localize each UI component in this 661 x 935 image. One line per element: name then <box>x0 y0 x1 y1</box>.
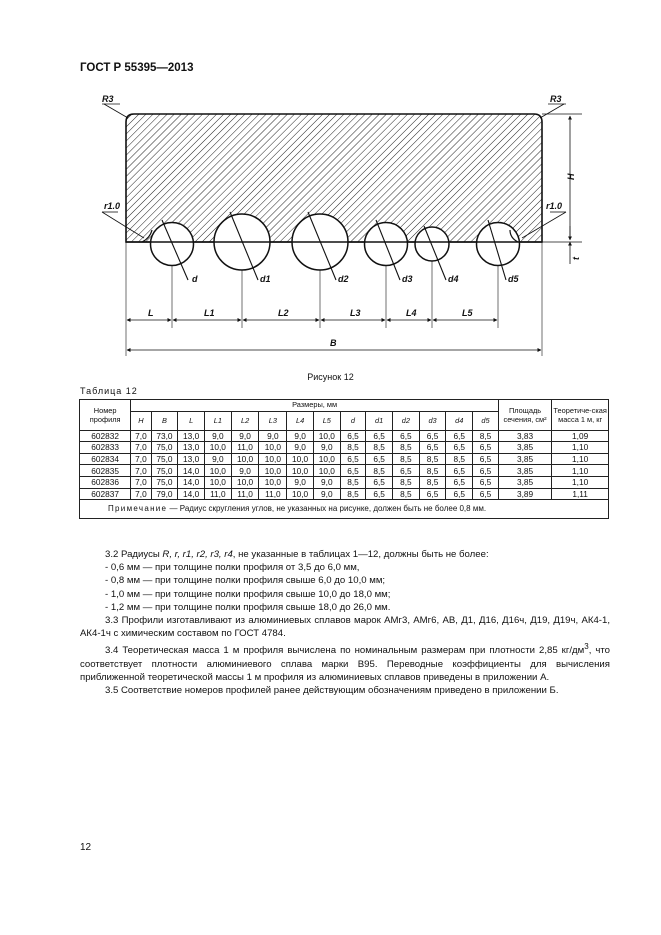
table-cell: 1,10 <box>552 442 609 454</box>
table-cell: 9,0 <box>287 442 314 454</box>
label-r-right: r1.0 <box>546 201 563 211</box>
table-row <box>80 488 609 500</box>
label-d4: d4 <box>448 274 459 284</box>
col-dim-l2: L2 <box>231 411 259 430</box>
table-cell: 9,0 <box>231 465 259 477</box>
label-d2: d2 <box>338 274 349 284</box>
table-cell: 6,5 <box>340 465 366 477</box>
table-cell: 8,5 <box>366 465 393 477</box>
table-cell: 602836 <box>80 476 131 488</box>
table-cell: 8,5 <box>473 430 499 442</box>
table-cell: 13,0 <box>178 453 205 465</box>
table-cell: 8,5 <box>419 476 446 488</box>
label-L: L <box>148 308 154 318</box>
table-cell: 10,0 <box>231 476 259 488</box>
col-dim-d: d <box>340 411 366 430</box>
table-cell: 3,85 <box>498 442 551 454</box>
table-row <box>80 442 609 454</box>
col-group-sizes: Размеры, мм <box>131 400 499 412</box>
table-cell: 1,10 <box>552 476 609 488</box>
table-row <box>80 430 609 442</box>
table-cell: 9,0 <box>259 430 287 442</box>
label-H: H <box>566 173 576 180</box>
col-dim-d3: d3 <box>419 411 446 430</box>
para-3-4: 3.4 Теоретическая масса 1 м профиля вычислена по номинальным размерам при плотности 2,85 $кг/дм^3$, что соответствует плотности алюминиевого сплава марки В95. Переводные коэффициенты для вычисления приближенной теоретической массы 1 м профиля из алюминиевых сплавов приведены в приложении А. <box>80 642 610 684</box>
table-cell: 14,0 <box>178 465 205 477</box>
table-cell: 6,5 <box>340 453 366 465</box>
col-dim-l4: L4 <box>287 411 314 430</box>
table-cell: 3,85 <box>498 465 551 477</box>
para-3-2-item: - 1,0 мм — при толщине полки профиля свыше 10,0 до 18,0 мм; <box>105 588 391 600</box>
body-text <box>80 548 610 697</box>
table-cell: 79,0 <box>151 488 178 500</box>
table-cell: 6,5 <box>446 442 473 454</box>
table-cell: 10,0 <box>313 453 340 465</box>
table-cell: 10,0 <box>204 442 231 454</box>
table-cell: 14,0 <box>178 476 205 488</box>
page-number: 12 <box>80 842 92 853</box>
table-cell: 602833 <box>80 442 131 454</box>
note-text: — Радиус скругления углов, не указанных на рисунке, должен быть не более 0,8 мм. <box>167 504 487 514</box>
table-cell: 602837 <box>80 488 131 500</box>
table-cell: 9,0 <box>313 442 340 454</box>
table-cell: 11,0 <box>259 488 287 500</box>
label-d3: d3 <box>402 274 413 284</box>
table-cell: 9,0 <box>287 476 314 488</box>
profile-drawing <box>90 92 600 362</box>
para-3-3: 3.3 Профили изготавливают из алюминиевых сплавов марок АМг3, АМг6, АВ, Д1, Д16, Д16ч, Д19, Д19ч, АК4-1, АК4-1ч с химическим составом по ГОСТ 4784. <box>80 615 610 640</box>
table-cell: 7,0 <box>131 442 151 454</box>
table-cell: 8,5 <box>393 488 420 500</box>
table-cell: 8,5 <box>393 476 420 488</box>
table-cell: 8,5 <box>393 442 420 454</box>
bulb-d5 <box>477 223 520 266</box>
table-cell: 3,83 <box>498 430 551 442</box>
table-cell: 9,0 <box>287 430 314 442</box>
para-3-2-item: - 1,2 мм — при толщине полки профиля свыше 18,0 до 26,0 мм. <box>105 601 391 613</box>
table-cell: 9,0 <box>204 453 231 465</box>
table-cell: 7,0 <box>131 430 151 442</box>
table-cell: 8,5 <box>366 442 393 454</box>
table-cell: 6,5 <box>366 430 393 442</box>
para-3-2-item: - 0,6 мм — при толщине полки профиля от 3,5 до 6,0 мм, <box>105 562 360 574</box>
table-cell: 8,5 <box>340 442 366 454</box>
table-cell: 8,5 <box>340 476 366 488</box>
table-cell: 1,10 <box>552 453 609 465</box>
table-cell: 6,5 <box>393 430 420 442</box>
table-cell: 11,0 <box>231 442 259 454</box>
table-cell: 6,5 <box>366 476 393 488</box>
table-cell: 1,10 <box>552 465 609 477</box>
col-dim-l5: L5 <box>313 411 340 430</box>
col-dim-h: H <box>131 411 151 430</box>
bulb-d4 <box>415 227 449 261</box>
table-cell: 6,5 <box>419 430 446 442</box>
table-cell: 3,85 <box>498 476 551 488</box>
profile-table <box>79 399 609 519</box>
table-cell: 10,0 <box>259 476 287 488</box>
table-cell: 73,0 <box>151 430 178 442</box>
table-cell: 9,0 <box>313 488 340 500</box>
table-cell: 3,89 <box>498 488 551 500</box>
table-cell: 10,0 <box>287 465 314 477</box>
col-dim-b: B <box>151 411 178 430</box>
table-cell: 3,85 <box>498 453 551 465</box>
table-cell: 6,5 <box>419 442 446 454</box>
figure-caption: Рисунок 12 <box>307 372 354 382</box>
table-cell: 10,0 <box>204 465 231 477</box>
table-cell: 602835 <box>80 465 131 477</box>
table-cell: 6,5 <box>446 465 473 477</box>
col-profile-number: Номер профиля <box>80 400 131 431</box>
table-row <box>80 476 609 488</box>
table-cell: 9,0 <box>313 476 340 488</box>
label-d1: d1 <box>260 274 271 284</box>
table-cell: 6,5 <box>446 476 473 488</box>
table-cell: 7,0 <box>131 488 151 500</box>
table-cell: 6,5 <box>393 465 420 477</box>
label-R-right: R3 <box>550 94 562 104</box>
table-cell: 10,0 <box>259 465 287 477</box>
table-cell: 10,0 <box>231 453 259 465</box>
col-dim-l3: L3 <box>259 411 287 430</box>
table-cell: 7,0 <box>131 453 151 465</box>
table-cell: 6,5 <box>473 488 499 500</box>
table-cell: 10,0 <box>259 453 287 465</box>
table-note <box>80 500 609 519</box>
table-cell: 75,0 <box>151 476 178 488</box>
col-dim-d1: d1 <box>366 411 393 430</box>
table-cell: 8,5 <box>446 453 473 465</box>
table-cell: 8,5 <box>340 488 366 500</box>
table-cell: 8,5 <box>393 453 420 465</box>
table-cell: 10,0 <box>259 442 287 454</box>
table-cell: 1,09 <box>552 430 609 442</box>
table-cell: 6,5 <box>446 488 473 500</box>
col-dim-l: L <box>178 411 205 430</box>
table-cell: 11,0 <box>231 488 259 500</box>
label-L2: L2 <box>278 308 289 318</box>
table-cell: 10,0 <box>313 430 340 442</box>
col-dim-d5: d5 <box>473 411 499 430</box>
para-3-5: 3.5 Соответствие номеров профилей ранее действующим обозначениям приведено в приложении Б. <box>105 685 559 697</box>
table-cell: 602834 <box>80 453 131 465</box>
label-r-left: r1.0 <box>104 201 121 211</box>
table-cell: 13,0 <box>178 430 205 442</box>
table-cell: 9,0 <box>204 430 231 442</box>
table-cell: 10,0 <box>287 453 314 465</box>
table-cell: 6,5 <box>473 465 499 477</box>
table-cell: 6,5 <box>419 488 446 500</box>
table-cell: 602832 <box>80 430 131 442</box>
label-L4: L4 <box>406 308 417 318</box>
table-cell: 10,0 <box>287 488 314 500</box>
table-caption: Таблица 12 <box>80 386 138 396</box>
label-R-left: R3 <box>102 94 114 104</box>
table-cell: 1,11 <box>552 488 609 500</box>
table-cell: 6,5 <box>340 430 366 442</box>
label-L1: L1 <box>204 308 215 318</box>
table-cell: 7,0 <box>131 476 151 488</box>
note-label: Примечание <box>108 504 168 514</box>
label-L3: L3 <box>350 308 361 318</box>
table-cell: 75,0 <box>151 442 178 454</box>
col-dim-d4: d4 <box>446 411 473 430</box>
table-cell: 6,5 <box>366 453 393 465</box>
col-dim-l1: L1 <box>204 411 231 430</box>
table-cell: 75,0 <box>151 465 178 477</box>
document-header: ГОСТ Р 55395—2013 <box>80 62 194 74</box>
para-3-2: 3.2 Радиусы R, r, r1, r2, r3, r4, не указанные в таблицах 1—12, должны быть не более: <box>105 549 489 560</box>
table-cell: 6,5 <box>446 430 473 442</box>
table-cell: 8,5 <box>419 465 446 477</box>
para-3-2-item: - 0,8 мм — при толщине полки профиля свыше 6,0 до 10,0 мм; <box>105 575 386 587</box>
label-t: t <box>571 257 581 260</box>
table-cell: 8,5 <box>419 453 446 465</box>
table-row <box>80 453 609 465</box>
table-cell: 75,0 <box>151 453 178 465</box>
table-cell: 9,0 <box>231 430 259 442</box>
table-cell: 6,5 <box>473 453 499 465</box>
label-L5: L5 <box>462 308 473 318</box>
col-dim-d2: d2 <box>393 411 420 430</box>
table-cell: 10,0 <box>204 476 231 488</box>
radius-vars: R, r, r1, r2, r3, r4 <box>162 549 233 560</box>
table-cell: 10,0 <box>313 465 340 477</box>
table-row <box>80 465 609 477</box>
table-cell: 13,0 <box>178 442 205 454</box>
table-cell: 7,0 <box>131 465 151 477</box>
table-cell: 14,0 <box>178 488 205 500</box>
col-mass: Теоретиче-ская масса 1 м, кг <box>552 400 609 431</box>
label-d: d <box>192 274 198 284</box>
col-area: Площадь сечения, см² <box>498 400 551 431</box>
table-cell: 6,5 <box>473 442 499 454</box>
label-B: B <box>330 338 337 348</box>
table-cell: 6,5 <box>366 488 393 500</box>
table-cell: 11,0 <box>204 488 231 500</box>
label-d5: d5 <box>508 274 519 284</box>
table-cell: 6,5 <box>473 476 499 488</box>
